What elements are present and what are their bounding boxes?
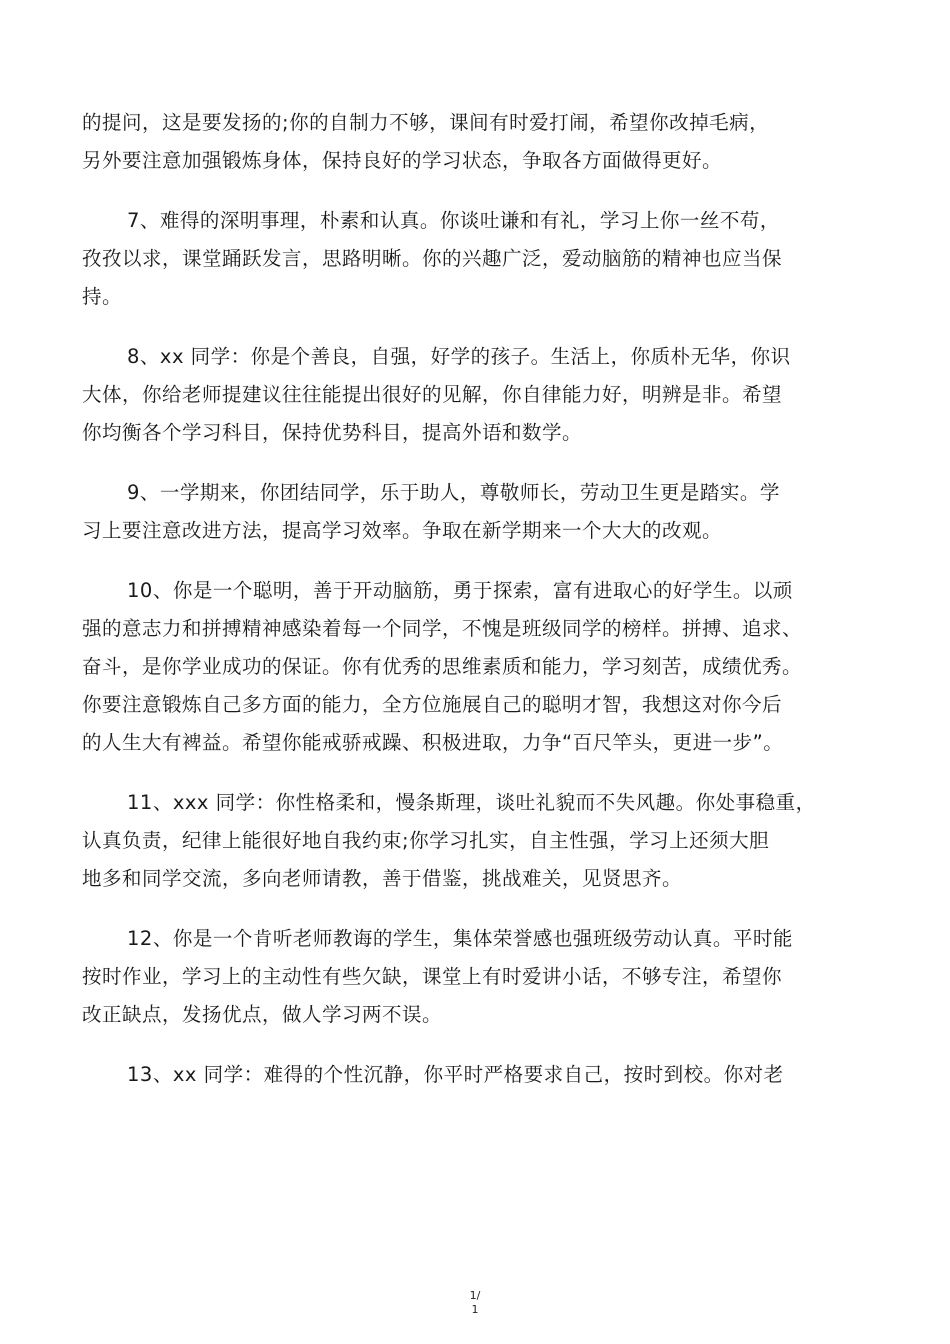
page-number-line: 1 <box>471 1303 479 1316</box>
text-line: 孜孜以求，课堂踊跃发言，思路明晰。你的兴趣广泛，爱动脑筋的精神也应当保 <box>82 247 783 270</box>
paragraph-11 <box>82 784 882 898</box>
text-line: 按时作业，学习上的主动性有些欠缺，课堂上有时爱讲小话，不够专注，希望你 <box>82 965 783 988</box>
text-line: 持。 <box>82 285 123 308</box>
paragraph-13 <box>82 1056 882 1094</box>
document-body <box>82 104 882 1116</box>
paragraph-7 <box>82 202 882 316</box>
paragraph-continuation <box>82 104 882 180</box>
text-line: 13、xx 同学：难得的个性沉静，你平时严格要求自己，按时到校。你对老 <box>127 1063 784 1086</box>
text-line: 习上要注意改进方法，提高学习效率。争取在新学期来一个大大的改观。 <box>82 519 723 542</box>
text-line: 强的意志力和拼搏精神感染着每一个同学，不愧是班级同学的榜样。拼搏、追求、 <box>82 617 803 640</box>
text-line: 另外要注意加强锻炼身体，保持良好的学习状态，争取各方面做得更好。 <box>82 149 723 172</box>
text-line: 大体，你给老师提建议往往能提出很好的见解，你自律能力好，明辨是非。希望 <box>82 383 783 406</box>
text-line: 12、你是一个肯听老师教诲的学生，集体荣誉感也强班级劳动认真。平时能 <box>127 927 793 950</box>
text-line: 8、xx 同学：你是个善良，自强，好学的孩子。生活上，你质朴无华，你识 <box>127 345 791 368</box>
paragraph-9 <box>82 474 882 550</box>
page-number-line: 1/ <box>469 1289 481 1302</box>
text-line: 你均衡各个学习科目，保持优势科目，提高外语和数学。 <box>82 421 583 444</box>
paragraph-10 <box>82 572 882 762</box>
text-line: 认真负责，纪律上能很好地自我约束;你学习扎实，自主性强，学习上还须大胆 <box>82 829 770 852</box>
paragraph-12 <box>82 920 882 1034</box>
page-number <box>0 1289 950 1317</box>
text-line: 7、难得的深明事理，朴素和认真。你谈吐谦和有礼，学习上你一丝不苟， <box>127 209 780 232</box>
text-line: 改正缺点，发扬优点，做人学习两不误。 <box>82 1003 443 1026</box>
text-line: 地多和同学交流，多向老师请教，善于借鉴，挑战难关，见贤思齐。 <box>82 867 683 890</box>
text-line: 9、一学期来，你团结同学，乐于助人，尊敬师长，劳动卫生更是踏实。学 <box>127 481 780 504</box>
text-line: 的人生大有裨益。希望你能戒骄戒躁、积极进取，力争“百尺竿头，更进一步”。 <box>82 731 784 754</box>
text-line: 你要注意锻炼自己多方面的能力，全方位施展自己的聪明才智，我想这对你今后 <box>82 693 783 716</box>
paragraph-8 <box>82 338 882 452</box>
text-line: 奋斗，是你学业成功的保证。你有优秀的思维素质和能力，学习刻苦，成绩优秀。 <box>82 655 803 678</box>
text-line: 11、xxx 同学：你性格柔和，慢条斯理，谈吐礼貌而不失风趣。你处事稳重， <box>127 791 816 814</box>
text-line: 的提问，这是要发扬的;你的自制力不够，课间有时爱打闹，希望你改掉毛病， <box>82 111 770 134</box>
text-line: 10、你是一个聪明，善于开动脑筋，勇于探索，富有进取心的好学生。以顽 <box>127 579 793 602</box>
